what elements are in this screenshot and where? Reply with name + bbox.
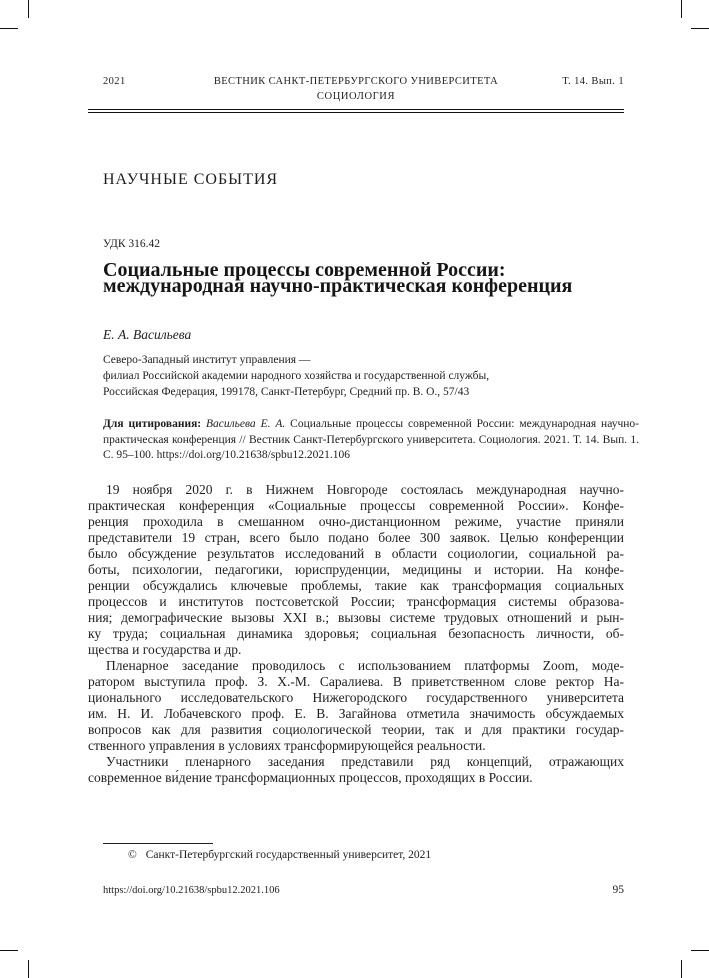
header-section-title: СОЦИОЛОГИЯ: [316, 91, 396, 102]
citation-label: Для цитирования:: [103, 418, 202, 430]
page-number: 95: [612, 884, 624, 896]
udc-code: УДК 316.42: [103, 238, 160, 250]
running-head: [88, 76, 624, 102]
crop-mark-bottom-right-horizontal: [691, 950, 709, 951]
header-journal-title: ВЕСТНИК САНКТ-ПЕТЕРБУРГСКОГО УНИВЕРСИТЕТА: [213, 76, 499, 87]
body-paragraph-2: Пленарное заседание проводилось с использованием платформы Zoom, моде- ратором выступила проф. З. Х.-М. Саралиева. В приветственном слове ректор На- ционального исследовательского Нижегородского государственного университета им. Н. И. Лобачевского проф. Е. В. Загайнова отметила значимость обсуждаемых вопросов как для развития социологической теории, так и для практики государ- ственного управления в условиях трансформирующейся реальности.: [88, 658, 624, 753]
footer-doi-link: https://doi.org/10.21638/spbu12.2021.106: [103, 885, 280, 896]
crop-mark-top-right-horizontal: [691, 28, 709, 29]
copyright-text: Санкт-Петербургский государственный университет, 2021: [145, 849, 432, 861]
copyright-symbol: ©: [128, 849, 137, 861]
author-affiliation: Северо-Западный институт управления — филиал Российской академии народного хозяйства и государственной службы, Российская Федерация, 199178, Санкт-Петербург, Средний пр. В. О., 57/43: [103, 354, 490, 398]
header-double-rule: [88, 109, 624, 113]
citation-text: Социальные процессы современной России: международная научно-практическая конференция // Вестник Санкт-Петербургского университета. Социология. 2021. Т. 14. Вып. 1. С. 95–100. https://doi.org/10.21638/spbu12.2021.106: [103, 418, 639, 461]
header-year: 2021: [103, 76, 126, 87]
citation-author: Васильева Е. А.: [201, 418, 286, 430]
crop-mark-top-left-horizontal: [0, 28, 18, 29]
header-volume-issue: Т. 14. Вып. 1: [562, 76, 624, 87]
body-paragraph-1: 19 ноября 2020 г. в Нижнем Новгороде состоялась международная научно- практическая конференция «Социальные процессы современной России». Конфе- ренция проходила в смешанном очно-дистанционном режиме, участие приняли представители 19 стран, всего было подано более 300 заявок. Целью конференции было обсуждение результатов исследований в области социологии, социальной ра- боты, психологии, педагогики, юриспруденции, медицины и истории. На конфе- ренции обсуждались ключевые проблемы, такие как трансформация социальных процессов и институтов постсоветской России; трансформация системы образова- ния; демографические вызовы XXI в.; вызовы системе трудовых отношений и рын- ку труда; социальная динамика здоровья; социальная безопасность личности, об- щества и государства и др.: [88, 482, 624, 657]
rubric-heading: НАУЧНЫЕ СОБЫТИЯ: [103, 171, 279, 188]
crop-mark-bottom-right-vertical: [681, 960, 682, 978]
citation-note: [88, 417, 639, 464]
footnote-rule: [103, 843, 213, 844]
crop-mark-bottom-left-vertical: [28, 960, 29, 978]
copyright-line: [88, 849, 664, 861]
article-title: Социальные процессы современной России: международная научно-практическая конференция: [103, 259, 573, 297]
article-author: Е. А. Васильева: [103, 327, 192, 342]
article-body: [88, 482, 624, 786]
page-footer: [88, 884, 624, 896]
crop-mark-top-right-vertical: [681, 0, 682, 18]
body-paragraph-3: Участники пленарного заседания представили ряд концепций, отражающих современное ви́дение трансформационных процессов, проходящих в России.: [88, 754, 624, 785]
crop-mark-top-left-vertical: [28, 0, 29, 18]
crop-mark-bottom-left-horizontal: [0, 950, 18, 951]
